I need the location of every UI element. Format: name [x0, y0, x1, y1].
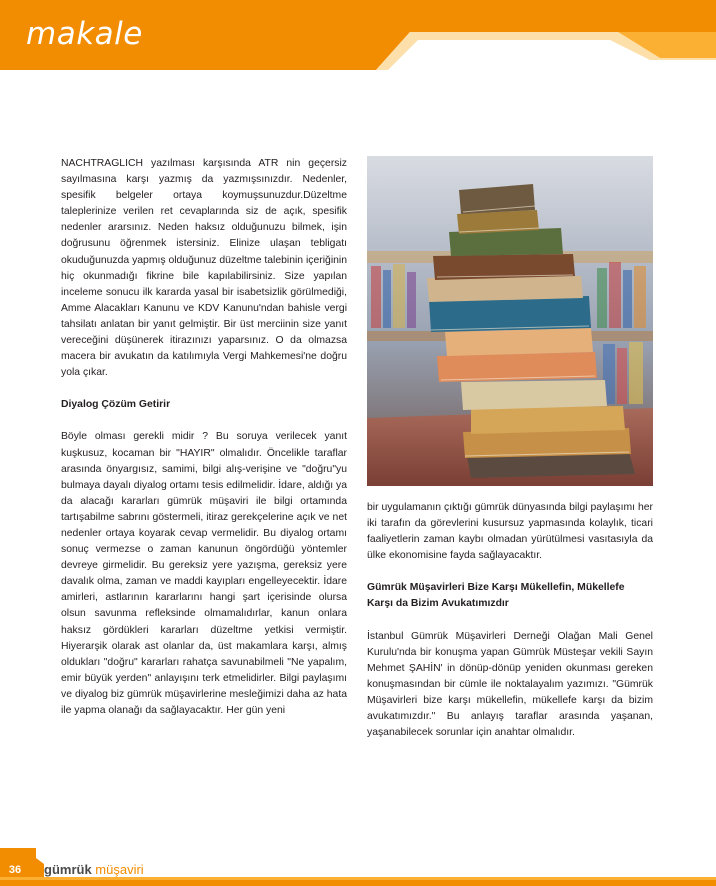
body-paragraph: Böyle olması gerekli midir ? Bu soruya verilecek yanıt kuşkusuz, kocaman bir "HAYIR" olmalıdır. Öncelikle taraflar arasında önyargısız, samimi, bilgi alış-verişine ve "doğru"yu bulmaya dayalı diyalog ortamı tesis edilmelidir. İdare, aldığı ya da alacağı kararları gümrük müşaviri ile bilgi ortamında tartışabilme sabrını göstermeli, itiraz gerekçelerine açık ve net nedenler ortaya koyarak cevap vermelidir. Bu diyalog ortamı sonuç vermezse o zaman kanunun öngördüğü yöntemler devreye girmelidir. Bu gereksiz yere yazışma, gereksiz yere davalık olma, zaman ve maddi kayıpları engelleyecektir. İdare amirleri, astlarının kararlarını hangi şart içerisinde olursa olsun savunma refleksinde olmamalıdırlar, kanun onlara haksız gördükleri kararları düzeltme yetkisi vermiştir. Hiyerarşik olarak ast olanlar da, üst makamlara karşı, almış oldukları "doğru" kararları rahatça savunabilmeli "Ne yapalım, emir büyük yerden" anlayışını terk etmelidirler. Bilgi paylaşımı ve diyalog biz gümrük müşavirlerine mesleğimizi daha az hata ile yapma olanağı da sağlayacaktır. Her gün yeni [61, 431, 347, 716]
books-stack-photo [367, 156, 653, 486]
brand-name-light: müşaviri [95, 862, 144, 877]
brand-name-bold: gümrük [44, 862, 92, 877]
intro-paragraph: NACHTRAGLICH yazılması karşısında ATR nin geçersiz sayılmasına karşı yazmış da yazmışsınızdır. Nedenler, spesifik belgeler ortaya koymuşsunuzdur.Düzeltme taleplerinize verilen ret cevaplarında siz de açık, spesifik nedenler ararsınız. Neden haksız olduğunuzu bilmek, işin doğrusunu öğrenmek istersiniz. Elinize ulaşan tebligatı okuduğunuzda yapmış olduğunuz düzeltme talebinin içeriğinin hiç okunmadığı fikrine bile kapılabilirsiniz. Size yapılan inceleme sonucu ilk kararda yasal bir isabetsizlik görülmediği, Amme Alacakları Kanunu ve KDV Kanunu'ndan bahisle vergi tahsilatı anlatan bir yanıt gelmiştir. Bir üst merciinin size yanıt vereceğini düşünerek itirazınızı yaparsınız. O da olmazsa macera bir avukatın da katılımıyla Vergi Mahkemesi'ne doğru yola çıkar. [61, 158, 347, 379]
brand-logo [44, 860, 144, 880]
article-column-right [367, 500, 653, 741]
section-heading-avukat: Gümrük Müşavirleri Bize Karşı Mükellefin, Mükellefe Karşı da Bizim Avukatımızdır [367, 582, 625, 610]
section-heading-diyalog: Diyalog Çözüm Getirir [61, 399, 171, 411]
closing-paragraph: İstanbul Gümrük Müşavirleri Derneği Olağan Mali Genel Kurulu'nda bir konuşma yapan Gümrük Müsteşar vekili Sayın Mehmet ŞAHİN' in dönüp-dönüp yeniden okunması gereken konuşmasından bir cümle ile noktalayalım yazımızı. "Gümrük Müşavirleri bize karşı mükellefin, mükellefe karşı da bizim avukatımızdır." Bu anlayış taraflar arasında yaşanan, yaşanabilecek sorunlar için anahtar olmalıdır. [367, 630, 653, 739]
continuation-paragraph: bir uygulamanın çıktığı gümrük dünyasında bilgi paylaşımı her iki tarafın da görevlerini kusursuz yapmasında kolaylık, ticari faaliyetlerin zaman kaybı olmadan yürütülmesi vasıtasıyla da ülke ekonomisine fayda sağlayacaktır. [367, 502, 653, 562]
page-number: 36 [8, 864, 22, 876]
section-title: makale [26, 16, 143, 52]
article-column-left [61, 156, 347, 719]
